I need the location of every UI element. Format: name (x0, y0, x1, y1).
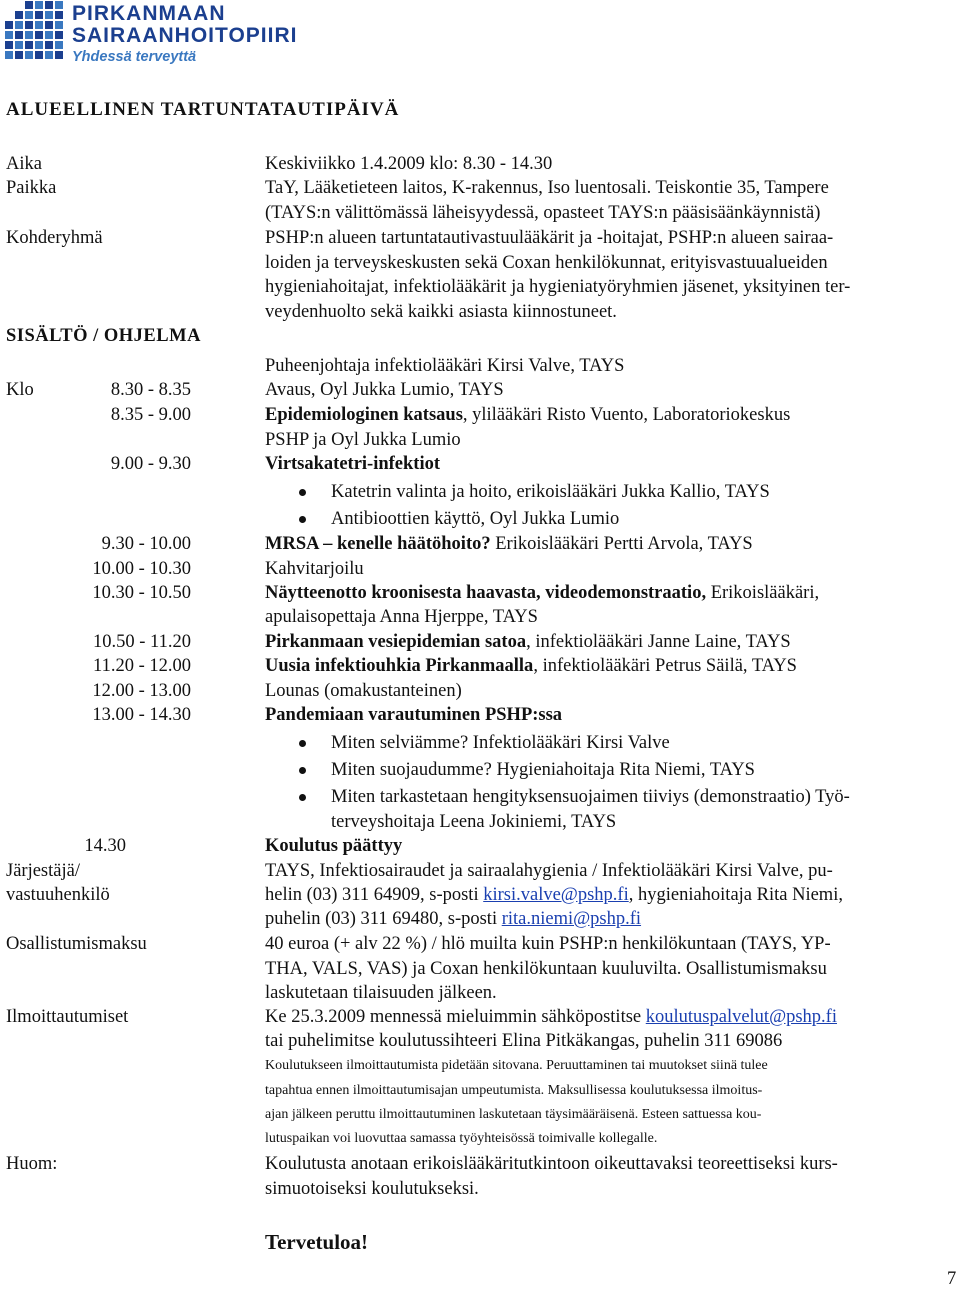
organizer-line: TAYS, Infektiosairaudet ja sairaalahygienia / Infektiolääkäri Kirsi Valve, pu- (265, 861, 833, 881)
bullet-icon (299, 794, 306, 801)
kohderyhma-line: loiden ja terveyskeskusten sekä Coxan henkilökunnat, erityisvastuualueiden (265, 253, 828, 273)
program-item: MRSA – kenelle häätöhoito? Erikoislääkäri Pertti Arvola, TAYS (265, 534, 753, 554)
logo-cell (25, 51, 33, 59)
program-item-cont: apulaisopettaja Anna Hjerppe, TAYS (265, 607, 538, 627)
logo-cell (45, 31, 53, 39)
paikka-label: Paikka (6, 178, 57, 198)
welcome-text: Tervetuloa! (265, 1230, 369, 1254)
logo-cell (55, 31, 63, 39)
logo-cell (15, 31, 23, 39)
note-line: simuotoiseksi koulutukseksi. (265, 1179, 479, 1199)
paikka-line: (TAYS:n välittömässä läheisyydessä, opasteet TAYS:n pääsisäänkäynnistä) (265, 203, 821, 223)
program-item: Pirkanmaan vesiepidemian satoa, infektiolääkäri Janne Laine, TAYS (265, 632, 791, 652)
kohderyhma-label: Kohderyhmä (6, 228, 103, 248)
organizer-line: puhelin (03) 311 69480, s-posti rita.niemi@pshp.fi (265, 909, 642, 929)
registration-label: Ilmoittautumiset (6, 1007, 129, 1027)
program-time: 10.50 - 11.20 (93, 632, 191, 652)
organizer-label: Järjestäjä/ (6, 861, 80, 881)
registration-note: tapahtua ennen ilmoittautumisajan umpeutumista. Maksullisessa koulutuksessa ilmoitus- (265, 1083, 763, 1098)
logo-cell (35, 1, 43, 9)
bullet-item: Miten selviämme? Infektiolääkäri Kirsi Valve (331, 733, 670, 753)
logo-cell (5, 31, 13, 39)
logo-cell (5, 41, 13, 49)
aika-value: Keskiviikko 1.4.2009 klo: 8.30 - 14.30 (265, 154, 553, 174)
logo-cell (55, 51, 63, 59)
bullet-icon (299, 740, 306, 747)
bullet-item: Miten suojaudumme? Hygieniahoitaja Rita Niemi, TAYS (331, 760, 755, 780)
logo-cell (25, 31, 33, 39)
program-item: Virtsakatetri-infektiot (265, 454, 441, 474)
logo-cell (25, 21, 33, 29)
logo-cell (55, 1, 63, 9)
bullet-item: Antibioottien käyttö, Oyl Jukka Lumio (331, 509, 620, 529)
logo-cell (25, 11, 33, 19)
logo-line2: SAIRAANHOITOPIIRI (72, 24, 298, 47)
klo-label: Klo (6, 380, 34, 400)
logo-cell (45, 21, 53, 29)
logo-cell (5, 21, 13, 29)
bullet-item: Miten tarkastetaan hengityksensuojaimen tiiviys (demonstraatio) Työ- (331, 787, 850, 807)
program-time: 8.35 - 9.00 (110, 405, 191, 425)
program-chair: Puheenjohtaja infektiolääkäri Kirsi Valve, TAYS (265, 356, 625, 376)
bullet-icon (299, 516, 306, 523)
logo-cell (55, 11, 63, 19)
logo-cell (15, 11, 23, 19)
program-item: Uusia infektiouhkia Pirkanmaalla, infektiolääkäri Petrus Säilä, TAYS (265, 656, 797, 676)
logo-cell (25, 1, 33, 9)
program-item: Lounas (omakustanteinen) (265, 681, 462, 701)
program-time: 13.00 - 14.30 (92, 705, 191, 725)
program-time: 9.30 - 10.00 (101, 534, 191, 554)
logo-tagline: Yhdessä terveyttä (72, 49, 197, 65)
logo-cell (45, 41, 53, 49)
bullet-item-cont: terveyshoitaja Leena Jokiniemi, TAYS (331, 812, 617, 832)
bullet-item: Katetrin valinta ja hoito, erikoislääkäri Jukka Kallio, TAYS (331, 482, 770, 502)
program-time: 10.30 - 10.50 (92, 583, 191, 603)
logo-cell (15, 51, 23, 59)
kohderyhma-line: veydenhuolto sekä kaikki asiasta kiinnostuneet. (265, 302, 617, 322)
program-item: Näytteenotto kroonisesta haavasta, videodemonstraatio, Erikoislääkäri, (265, 583, 820, 603)
page-title: ALUEELLINEN TARTUNTATAUTIPÄIVÄ (6, 99, 400, 120)
program-time: 10.00 - 10.30 (92, 559, 191, 579)
logo-line1: PIRKANMAAN (72, 2, 226, 25)
program-item: Avaus, Oyl Jukka Lumio, TAYS (265, 380, 504, 400)
logo-cell (55, 41, 63, 49)
email-link[interactable]: koulutuspalvelut@pshp.fi (645, 1007, 837, 1027)
registration-line: Ke 25.3.2009 mennessä mieluimmin sähköpostitse koulutuspalvelut@pshp.fi (265, 1007, 837, 1027)
registration-note: ajan jälkeen peruttu ilmoittautuminen laskutetaan täysimääräisenä. Esteen sattuessa kou- (265, 1107, 762, 1122)
bullet-icon (299, 489, 306, 496)
registration-note: lutuspaikan voi luovuttaa samassa työyhteisössä toimivalle kollegalle. (265, 1131, 658, 1146)
logo-cell (35, 11, 43, 19)
fee-label: Osallistumismaksu (6, 934, 147, 954)
logo-cell (15, 21, 23, 29)
fee-line: laskutetaan tilaisuuden jälkeen. (265, 983, 497, 1003)
program-time: 9.00 - 9.30 (110, 454, 191, 474)
registration-line: tai puhelimitse koulutussihteeri Elina Pitkäkangas, puhelin 311 69086 (265, 1031, 783, 1051)
registration-note: Koulutukseen ilmoittautumista pidetään sitovana. Peruuttaminen tai muutokset siinä tulee (265, 1058, 768, 1073)
aika-label: Aika (6, 154, 42, 174)
organizer-label: vastuuhenkilö (6, 885, 110, 905)
logo-cell (45, 1, 53, 9)
logo-cell (35, 51, 43, 59)
logo-mark-icon (4, 0, 64, 60)
logo-cell (35, 41, 43, 49)
logo-cell (45, 51, 53, 59)
page-number: 7 (947, 1269, 957, 1289)
kohderyhma-line: PSHP:n alueen tartuntatautivastuulääkärit ja -hoitajat, PSHP:n alueen sairaa- (265, 228, 834, 248)
paikka-line: TaY, Lääketieteen laitos, K-rakennus, Iso luentosali. Teiskontie 35, Tampere (265, 178, 829, 198)
logo-cell (45, 11, 53, 19)
program-time: 11.20 - 12.00 (93, 656, 191, 676)
program-item: Pandemiaan varautuminen PSHP:ssa (265, 705, 563, 725)
logo-cell (5, 51, 13, 59)
logo-cell (35, 31, 43, 39)
note-line: Koulutusta anotaan erikoislääkäritutkintoon oikeuttavaksi teoreettiseksi kurs- (265, 1154, 838, 1174)
program-item: Kahvitarjoilu (265, 559, 364, 579)
organizer-line: helin (03) 311 64909, s-posti kirsi.valve@pshp.fi, hygieniahoitaja Rita Niemi, (265, 885, 843, 905)
email-link[interactable]: kirsi.valve@pshp.fi (483, 885, 629, 905)
note-label: Huom: (6, 1154, 58, 1174)
logo-cell (55, 21, 63, 29)
program-time: 14.30 (84, 836, 126, 856)
program-heading: SISÄLTÖ / OHJELMA (6, 326, 201, 346)
program-item-cont: PSHP ja Oyl Jukka Lumio (265, 430, 461, 450)
program-item: Koulutus päättyy (265, 836, 403, 856)
program-time: 8.30 - 8.35 (110, 380, 191, 400)
fee-line: 40 euroa (+ alv 22 %) / hlö muilta kuin PSHP:n henkilökuntaan (TAYS, YP- (265, 934, 831, 954)
fee-line: THA, VALS, VAS) ja Coxan henkilökuntaan kuuluvilta. Osallistumismaksu (265, 959, 827, 979)
logo-cell (35, 21, 43, 29)
kohderyhma-line: hygieniahoitajat, infektiolääkärit ja hygieniatyöryhmien jäsenet, yksityinen ter- (265, 277, 851, 297)
logo-cell (25, 41, 33, 49)
email-link[interactable]: rita.niemi@pshp.fi (501, 909, 642, 929)
program-time: 12.00 - 13.00 (92, 681, 191, 701)
logo-cell (15, 41, 23, 49)
bullet-icon (299, 767, 306, 774)
program-item: Epidemiologinen katsaus, ylilääkäri Risto Vuento, Laboratoriokeskus (265, 405, 791, 425)
